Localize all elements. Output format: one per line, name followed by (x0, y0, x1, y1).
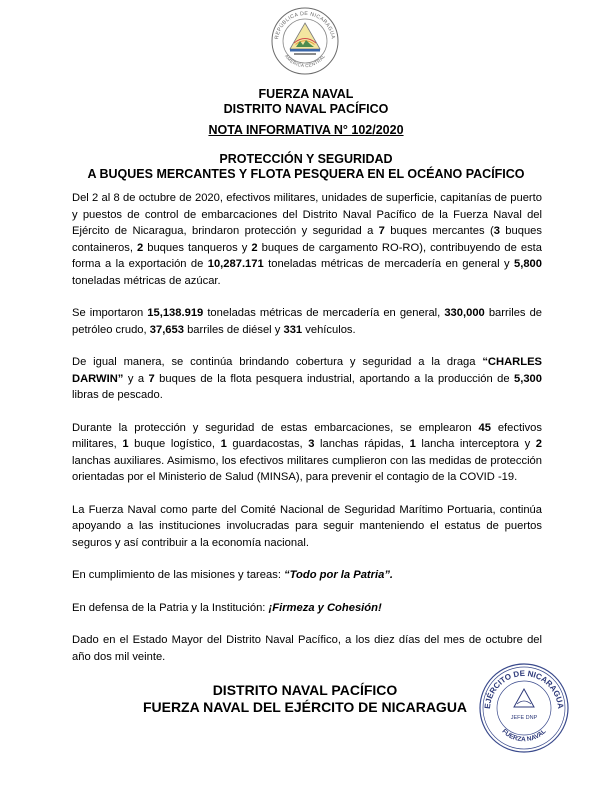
institution-name: FUERZA NAVAL (258, 87, 354, 101)
stamp-outer-text: EJÉRCITO DE NICARAGUA (482, 668, 566, 710)
paragraph-imports: Se importaron 15,138.919 toneladas métricas de mercadería en general, 330,000 barriles de petróleo crudo, 37,653 barriles de diésel y 331 vehículos. (72, 307, 543, 336)
svg-text:AMÉRICA CENTRAL (284, 54, 326, 69)
signature-line1: DISTRITO NAVAL PACÍFICO (212, 682, 398, 698)
note-number-text: NOTA INFORMATIVA N° 102/2020 (208, 123, 404, 137)
paragraph-closing-date: Dado en el Estado Mayor del Distrito Naval Pacífico, a los diez días del mes de octubre del año dos mil veinte. (72, 634, 542, 663)
note-number (0, 122, 612, 138)
official-stamp (478, 662, 570, 754)
paragraph-exports: Del 2 al 8 de octubre de 2020, efectivos militares, unidades de superficie, capitanías de puerto y puestos de control de embarcaciones del Distrito Naval Pacífico de la Fuerza Naval del Ejército de Nicaragua, brindaron protección y seguridad a 7 buques mercantes (3 buques containeros, 2 buques tanqueros y 2 buques de cargamento RO-RO), contribuyendo de esta forma a la exportación de 10,287.171 toneladas métricas de mercadería en general y 5,800 toneladas métricas de azúcar. (72, 192, 542, 287)
document-title-line2: A BUQUES MERCANTES Y FLOTA PESQUERA EN EL OCÉANO PACÍFICO (87, 167, 525, 181)
stamp-inner-label: JEFE DNP (510, 715, 538, 721)
paragraph-motto-firmeza: En defensa de la Patria y la Institución: ¡Firmeza y Cohesión! (72, 601, 382, 614)
document-body (72, 190, 542, 681)
signature-line2: FUERZA NAVAL DEL EJÉRCITO DE NICARAGUA (142, 699, 468, 715)
paragraph-motto-patria: En cumplimiento de las misiones y tareas: “Todo por la Patria”. (72, 569, 394, 581)
seal-top-bottom-text: AMÉRICA CENTRAL (283, 53, 327, 69)
coat-of-arms-seal (270, 6, 340, 76)
document-title-line1: PROTECCIÓN Y SEGURIDAD (219, 152, 393, 166)
stamp-bottom-text: FUERZA NAVAL (500, 727, 548, 744)
district-name: DISTRITO NAVAL PACÍFICO (223, 102, 389, 116)
paragraph-resources: Durante la protección y seguridad de estas embarcaciones, se emplearon 45 efectivos militares, 1 buque logístico, 1 guardacostas, 3 lanchas rápidas, 1 lancha interceptora y 2 lanchas auxiliares. Asimismo, los efectivos militares cumplieron con las medidas de protección orientadas por el Ministerio de Salud (MINSA), para prevenir el contagio de la COVID -19. (72, 421, 542, 483)
svg-text:FUERZA NAVAL (500, 728, 547, 743)
paragraph-fishing-fleet: De igual manera, se continúa brindando cobertura y seguridad a la draga “CHARLES DARWIN” y a 7 buques de la flota pesquera industrial, aportando a la producción de 5,300 libras de pescado. (72, 356, 542, 401)
paragraph-committee: La Fuerza Naval como parte del Comité Nacional de Seguridad Marítimo Portuaria, continúa apoyando a las instituciones involucradas para seguir manteniendo el estatus de puertos seguros y así contribuir a la economía nacional. (72, 503, 542, 549)
seal-top-outer-text: REPÚBLICA DE NICARAGUA (274, 10, 336, 40)
